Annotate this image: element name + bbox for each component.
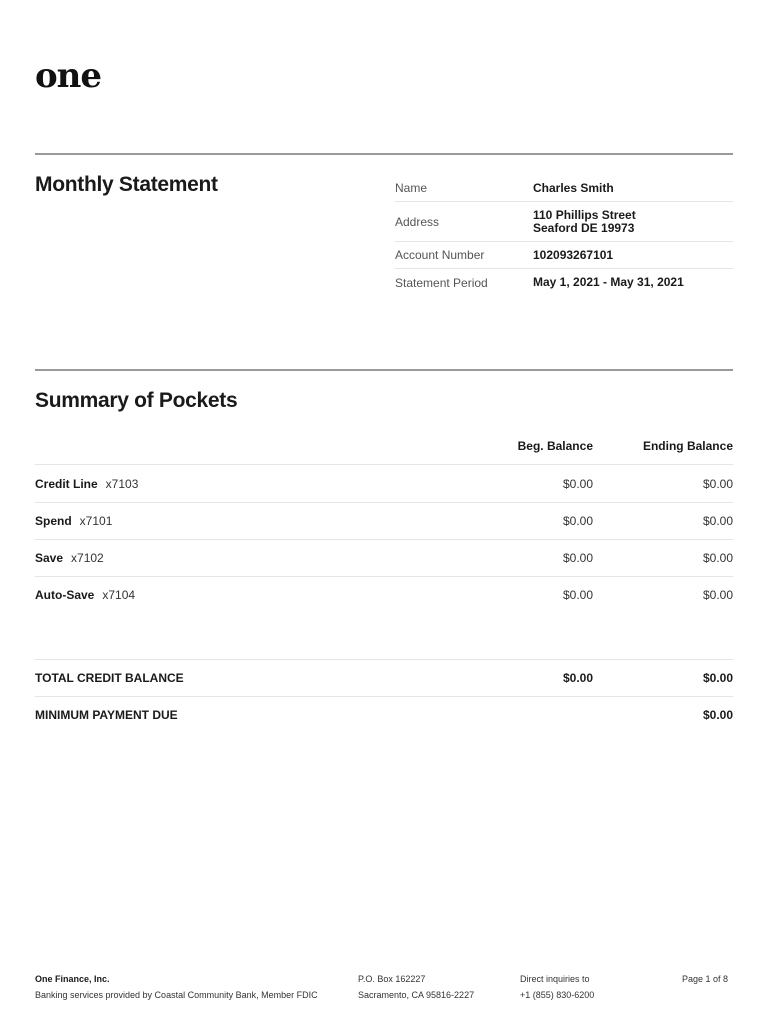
pocket-account: x7101 <box>79 514 113 528</box>
pocket-beg-balance: $0.00 <box>562 588 593 602</box>
info-row-account-number <box>395 242 733 269</box>
city-line: Sacramento, CA 95816-2227 <box>358 990 475 1000</box>
table-row <box>35 577 733 614</box>
company-name: One Finance, Inc. <box>35 974 110 984</box>
table-row <box>35 503 733 540</box>
pocket-end-balance: $0.00 <box>702 588 733 602</box>
pocket-name <box>35 514 112 528</box>
info-label: Statement Period <box>395 275 488 290</box>
pocket-label: Save <box>35 551 64 565</box>
info-row-address <box>395 202 733 242</box>
beg-balance-header: Beg. Balance <box>517 439 593 453</box>
inquiries-label: Direct inquiries to <box>520 974 590 984</box>
bank-disclosure: Banking services provided by Coastal Community Bank, Member FDIC <box>35 990 318 1000</box>
pockets-table <box>35 466 733 614</box>
info-value-line: 110 Phillips Street <box>533 207 636 222</box>
account-number <box>533 249 733 262</box>
footer-page <box>682 971 728 987</box>
info-row-statement-period <box>395 269 733 296</box>
footer-contact <box>520 971 594 1003</box>
pocket-account: x7103 <box>105 477 139 491</box>
account-address <box>533 209 733 235</box>
total-credit-balance-row <box>35 660 733 697</box>
total-label: TOTAL CREDIT BALANCE <box>35 671 184 685</box>
pocket-name <box>35 551 104 565</box>
pocket-beg-balance: $0.00 <box>562 551 593 565</box>
pocket-name <box>35 588 135 602</box>
account-info-table <box>395 175 733 296</box>
table-row <box>35 540 733 577</box>
info-value-line: May 1, 2021 - May 31, 2021 <box>533 275 684 289</box>
info-label: Address <box>395 214 440 229</box>
pocket-label: Credit Line <box>35 477 98 491</box>
total-label: MINIMUM PAYMENT DUE <box>35 708 178 722</box>
info-label: Account Number <box>395 248 485 262</box>
totals-table <box>35 659 733 734</box>
pocket-end-balance: $0.00 <box>702 551 733 565</box>
info-value-line: Charles Smith <box>533 180 614 195</box>
pocket-end-balance: $0.00 <box>702 514 733 528</box>
pocket-beg-balance: $0.00 <box>562 514 593 528</box>
statement-period <box>533 276 733 289</box>
table-row <box>35 466 733 503</box>
one-logo: one <box>35 56 102 96</box>
info-row-name <box>395 175 733 202</box>
phone-number: +1 (855) 830-6200 <box>520 990 595 1000</box>
pocket-end-balance: $0.00 <box>702 477 733 491</box>
minimum-payment-amount: $0.00 <box>702 708 733 722</box>
info-value-line: 102093267101 <box>533 247 614 262</box>
divider <box>35 153 733 155</box>
total-beg-balance: $0.00 <box>562 671 593 685</box>
account-holder-name <box>533 182 733 195</box>
pocket-name <box>35 477 138 491</box>
po-box: P.O. Box 162227 <box>358 974 426 984</box>
pockets-table-header <box>35 431 733 465</box>
pockets-title: Summary of Pockets <box>35 389 238 412</box>
page-number: Page 1 of 8 <box>682 974 729 984</box>
pocket-account: x7102 <box>71 551 104 565</box>
pocket-label: Spend <box>35 514 72 528</box>
ending-balance-header: Ending Balance <box>642 439 733 453</box>
total-end-balance: $0.00 <box>702 671 733 685</box>
pocket-account: x7104 <box>102 588 136 602</box>
footer-company <box>35 971 318 1003</box>
divider <box>35 369 733 371</box>
minimum-payment-row <box>35 697 733 734</box>
footer-address <box>358 971 474 1003</box>
pocket-label: Auto-Save <box>35 588 95 602</box>
info-label: Name <box>395 181 428 195</box>
statement-title: Monthly Statement <box>35 173 218 196</box>
info-value-line: Seaford DE 19973 <box>533 220 635 235</box>
pocket-beg-balance: $0.00 <box>562 477 593 491</box>
